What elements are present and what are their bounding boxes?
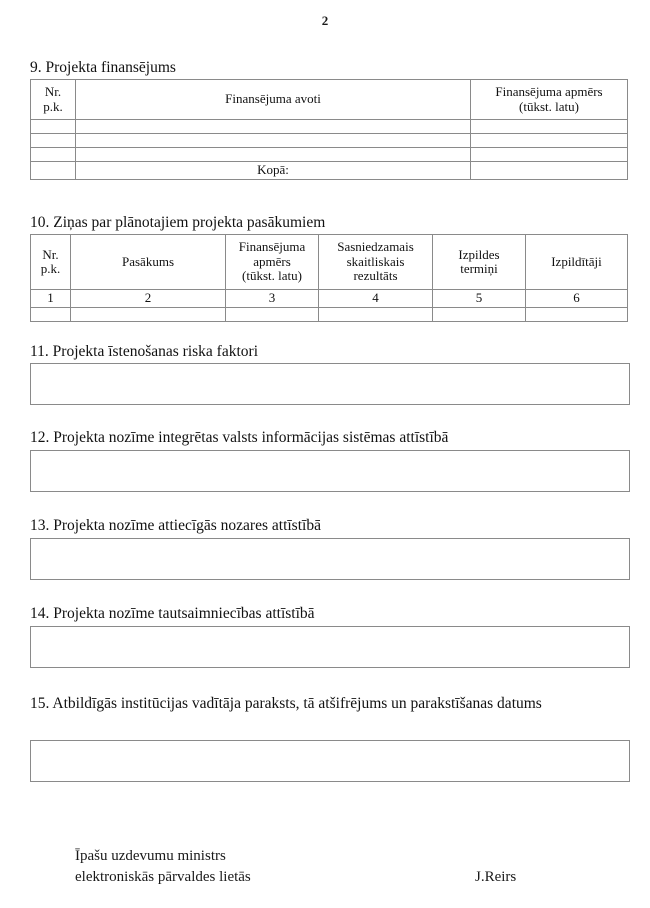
header-result-line3: rezultāts [353,268,398,284]
header-nr-line2: p.k. [43,98,63,114]
header-funding-line2: apmērs [253,253,291,269]
header-sources-label: Finansējuma avoti [225,91,321,107]
colnum-cell-5: 5 [433,290,526,308]
header-deadline-line1: Izpildes [458,246,500,262]
financing-table [30,79,628,180]
table-header-row [31,235,628,290]
header-cell-sources [76,80,471,120]
table-column-number-row [31,290,628,308]
table-row [31,148,628,162]
header-nr-line1: Nr. [44,84,62,99]
header-nr-line1: Nr. [42,246,59,262]
header-executors-label: Izpildītāji [551,253,602,269]
header-cell-deadline [433,235,526,290]
table-row [31,120,628,134]
cell-source[interactable] [76,120,471,134]
header-activity-label: Pasākums [122,253,174,269]
table-header-row [31,80,628,120]
cell-nr[interactable] [31,120,76,134]
table-row [31,134,628,148]
header-amount-line2: (tūkst. latu) [519,98,579,114]
section-heading-14: 14. Projekta nozīme tautsaimniecības attīstībā [30,605,315,622]
total-value-cell[interactable] [471,162,628,180]
answer-box-12[interactable] [30,450,630,492]
activities-table [30,234,628,322]
cell-amount[interactable] [471,134,628,148]
signatory-name: J.Reirs [475,869,517,885]
total-spacer-cell [31,162,76,180]
section-heading-15: 15. Atbildīgās institūcijas vadītāja paraksts, tā atšifrējums un parakstīšanas datums [30,695,542,712]
answer-box-11[interactable] [30,363,630,405]
header-cell-result [319,235,433,290]
section-heading-10: 10. Ziņas par plānotajiem projekta pasākumiem [30,214,326,231]
section-heading-9: 9. Projekta finansējums [30,59,176,76]
cell-source[interactable] [76,148,471,162]
table-row [31,307,628,321]
header-funding-line1: Finansējuma [238,239,306,255]
cell-deadline[interactable] [433,307,526,321]
section-heading-11: 11. Projekta īstenošanas riska faktori [30,343,258,360]
header-amount-line1: Finansējuma apmērs [495,84,603,99]
header-cell-nr [31,235,71,290]
total-label-cell: Kopā: [76,162,471,180]
header-nr-line2: p.k. [40,261,61,276]
header-cell-executors [526,235,628,290]
header-cell-activity [71,235,226,290]
cell-funding-amount[interactable] [226,307,319,321]
cell-activity[interactable] [71,307,226,321]
cell-executors[interactable] [526,307,628,321]
cell-nr[interactable] [31,148,76,162]
colnum-cell-1: 1 [31,290,71,308]
cell-amount[interactable] [471,148,628,162]
page-number: 2 [321,13,329,28]
answer-box-13[interactable] [30,538,630,580]
header-cell-nr [31,80,76,120]
cell-nr[interactable] [31,134,76,148]
cell-source[interactable] [76,134,471,148]
cell-result[interactable] [319,307,433,321]
header-funding-line3: (tūkst. latu) [242,268,302,284]
table-total-row [31,162,628,180]
header-result-line2: skaitliskais [346,253,405,269]
header-cell-amount [471,80,628,120]
answer-box-15[interactable] [30,740,630,782]
section-heading-12: 12. Projekta nozīme integrētas valsts informācijas sistēmas attīstībā [30,429,449,446]
signatory-title-line1: Īpašu uzdevumu ministrs [75,848,226,864]
header-deadline-line2: termiņi [460,261,498,276]
colnum-cell-2: 2 [71,290,226,308]
colnum-cell-6: 6 [526,290,628,308]
cell-nr[interactable] [31,307,71,321]
header-result-line1: Sasniedzamais [337,239,414,255]
cell-amount[interactable] [471,120,628,134]
signature-block [75,846,595,888]
colnum-cell-3: 3 [226,290,319,308]
header-cell-funding-amount [226,235,319,290]
answer-box-14[interactable] [30,626,630,668]
colnum-cell-4: 4 [319,290,433,308]
signatory-title-line2: elektroniskās pārvaldes lietās [75,869,251,885]
section-heading-13: 13. Projekta nozīme attiecīgās nozares attīstībā [30,517,321,534]
